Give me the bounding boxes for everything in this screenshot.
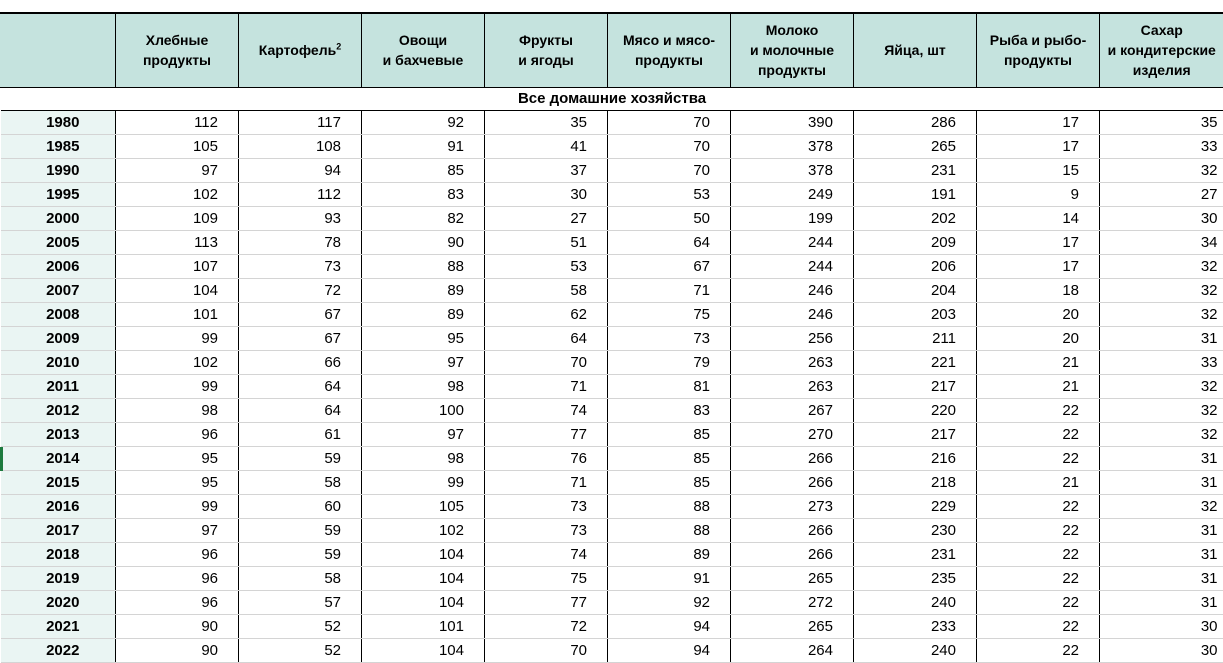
cell-fruits[interactable]: 76 [485, 446, 608, 470]
cell-fish[interactable]: 22 [977, 518, 1100, 542]
cell-milk[interactable]: 264 [731, 638, 854, 662]
cell-meat[interactable]: 85 [608, 422, 731, 446]
cell-fruits[interactable]: 30 [485, 182, 608, 206]
cell-year[interactable]: 1980 [1, 110, 116, 134]
cell-sugar[interactable]: 27 [1100, 182, 1223, 206]
cell-vegetables[interactable]: 89 [362, 302, 485, 326]
cell-potato[interactable]: 93 [239, 206, 362, 230]
cell-sugar[interactable]: 32 [1100, 398, 1223, 422]
cell-fish[interactable]: 20 [977, 302, 1100, 326]
table-row [1, 638, 1223, 662]
cell-bread[interactable]: 96 [116, 590, 239, 614]
cell-potato[interactable]: 57 [239, 590, 362, 614]
cell-meat[interactable]: 85 [608, 446, 731, 470]
header-bread[interactable]: Хлебные продукты [116, 14, 239, 87]
cell-eggs[interactable]: 218 [854, 470, 977, 494]
cell-sugar[interactable]: 32 [1100, 158, 1223, 182]
cell-milk[interactable]: 249 [731, 182, 854, 206]
cell-bread[interactable]: 101 [116, 302, 239, 326]
table-row [1, 470, 1223, 494]
cell-sugar[interactable]: 30 [1100, 638, 1223, 662]
cell-vegetables[interactable]: 90 [362, 230, 485, 254]
header-year[interactable] [1, 14, 116, 87]
header-vegetables[interactable]: Овощи и бахчевые [362, 14, 485, 87]
section-label[interactable]: Все домашние хозяйства [1, 87, 1223, 110]
table-row [1, 614, 1223, 638]
cell-fish[interactable]: 22 [977, 422, 1100, 446]
cell-fish[interactable]: 21 [977, 374, 1100, 398]
cell-vegetables[interactable]: 98 [362, 374, 485, 398]
cell-bread[interactable]: 96 [116, 422, 239, 446]
cell-fruits[interactable]: 71 [485, 470, 608, 494]
cell-eggs[interactable]: 229 [854, 494, 977, 518]
cell-vegetables[interactable]: 85 [362, 158, 485, 182]
cell-potato[interactable]: 52 [239, 638, 362, 662]
cell-fish[interactable]: 21 [977, 350, 1100, 374]
cell-potato[interactable]: 117 [239, 110, 362, 134]
cell-vegetables[interactable]: 97 [362, 350, 485, 374]
table-row [1, 494, 1223, 518]
cell-vegetables[interactable]: 101 [362, 614, 485, 638]
table-row [1, 206, 1223, 230]
cell-milk[interactable]: 270 [731, 422, 854, 446]
table-row [1, 110, 1223, 134]
cell-potato[interactable]: 64 [239, 374, 362, 398]
table-row [1, 134, 1223, 158]
cell-eggs[interactable]: 221 [854, 350, 977, 374]
cell-milk[interactable]: 266 [731, 470, 854, 494]
cell-eggs[interactable]: 230 [854, 518, 977, 542]
table-row [1, 518, 1223, 542]
cell-year[interactable]: 2016 [1, 494, 116, 518]
cell-milk[interactable]: 378 [731, 158, 854, 182]
cell-bread[interactable]: 112 [116, 110, 239, 134]
cell-milk[interactable]: 378 [731, 134, 854, 158]
row-edge-marker [0, 447, 3, 471]
cell-fruits[interactable]: 71 [485, 374, 608, 398]
cell-fish[interactable]: 22 [977, 494, 1100, 518]
cell-bread[interactable]: 98 [116, 398, 239, 422]
cell-year[interactable]: 2014 [1, 446, 116, 470]
consumption-table [0, 14, 1223, 663]
cell-sugar[interactable]: 32 [1100, 254, 1223, 278]
cell-fruits[interactable]: 73 [485, 518, 608, 542]
cell-year[interactable]: 1990 [1, 158, 116, 182]
cell-fish[interactable]: 15 [977, 158, 1100, 182]
cell-year[interactable]: 2006 [1, 254, 116, 278]
cell-year[interactable]: 2005 [1, 230, 116, 254]
cell-bread[interactable]: 97 [116, 158, 239, 182]
cell-fish[interactable]: 22 [977, 614, 1100, 638]
cell-meat[interactable]: 70 [608, 110, 731, 134]
top-strip [0, 0, 1223, 14]
cell-bread[interactable]: 99 [116, 326, 239, 350]
cell-fruits[interactable]: 77 [485, 590, 608, 614]
cell-year[interactable]: 2010 [1, 350, 116, 374]
cell-bread[interactable]: 95 [116, 470, 239, 494]
table-row [1, 542, 1223, 566]
table-row [1, 158, 1223, 182]
cell-sugar[interactable]: 35 [1100, 110, 1223, 134]
cell-potato[interactable]: 72 [239, 278, 362, 302]
cell-fish[interactable]: 22 [977, 542, 1100, 566]
cell-vegetables[interactable]: 104 [362, 566, 485, 590]
cell-bread[interactable]: 113 [116, 230, 239, 254]
cell-milk[interactable]: 266 [731, 542, 854, 566]
cell-potato[interactable]: 59 [239, 446, 362, 470]
cell-milk[interactable]: 246 [731, 278, 854, 302]
cell-fish[interactable]: 17 [977, 134, 1100, 158]
header-row [1, 14, 1223, 87]
cell-eggs[interactable]: 286 [854, 110, 977, 134]
cell-fish[interactable]: 14 [977, 206, 1100, 230]
cell-bread[interactable]: 96 [116, 566, 239, 590]
cell-vegetables[interactable]: 91 [362, 134, 485, 158]
table-row [1, 422, 1223, 446]
cell-eggs[interactable]: 217 [854, 422, 977, 446]
cell-potato[interactable]: 52 [239, 614, 362, 638]
cell-meat[interactable]: 94 [608, 638, 731, 662]
table-row [1, 590, 1223, 614]
cell-fish[interactable]: 22 [977, 398, 1100, 422]
potato-footnote: 2 [336, 41, 342, 52]
cell-eggs[interactable]: 203 [854, 302, 977, 326]
cell-vegetables[interactable]: 104 [362, 638, 485, 662]
cell-eggs[interactable]: 204 [854, 278, 977, 302]
cell-fruits[interactable]: 70 [485, 350, 608, 374]
cell-eggs[interactable]: 202 [854, 206, 977, 230]
cell-milk[interactable]: 273 [731, 494, 854, 518]
cell-meat[interactable]: 53 [608, 182, 731, 206]
cell-sugar[interactable]: 32 [1100, 302, 1223, 326]
cell-milk[interactable]: 266 [731, 446, 854, 470]
cell-meat[interactable]: 91 [608, 566, 731, 590]
cell-eggs[interactable]: 217 [854, 374, 977, 398]
cell-potato[interactable]: 78 [239, 230, 362, 254]
cell-meat[interactable]: 92 [608, 590, 731, 614]
table-row [1, 326, 1223, 350]
cell-eggs[interactable]: 191 [854, 182, 977, 206]
cell-year[interactable]: 2013 [1, 422, 116, 446]
cell-fruits[interactable]: 41 [485, 134, 608, 158]
cell-sugar[interactable]: 34 [1100, 230, 1223, 254]
table-row [1, 278, 1223, 302]
cell-fish[interactable]: 21 [977, 470, 1100, 494]
cell-fish[interactable]: 17 [977, 230, 1100, 254]
cell-eggs[interactable]: 211 [854, 326, 977, 350]
header-potato[interactable] [239, 14, 362, 87]
cell-fruits[interactable]: 72 [485, 614, 608, 638]
cell-milk[interactable]: 390 [731, 110, 854, 134]
cell-sugar[interactable]: 32 [1100, 494, 1223, 518]
cell-year[interactable]: 2007 [1, 278, 116, 302]
cell-sugar[interactable]: 32 [1100, 278, 1223, 302]
cell-year[interactable]: 2019 [1, 566, 116, 590]
cell-fruits[interactable]: 77 [485, 422, 608, 446]
cell-potato[interactable]: 61 [239, 422, 362, 446]
cell-sugar[interactable]: 30 [1100, 614, 1223, 638]
cell-sugar[interactable]: 33 [1100, 350, 1223, 374]
cell-fish[interactable]: 20 [977, 326, 1100, 350]
cell-meat[interactable]: 88 [608, 494, 731, 518]
cell-eggs[interactable]: 216 [854, 446, 977, 470]
cell-potato[interactable]: 60 [239, 494, 362, 518]
cell-year[interactable]: 2000 [1, 206, 116, 230]
cell-fish[interactable]: 9 [977, 182, 1100, 206]
table-row [1, 350, 1223, 374]
cell-vegetables[interactable]: 104 [362, 590, 485, 614]
section-row [1, 87, 1223, 110]
cell-meat[interactable]: 89 [608, 542, 731, 566]
cell-potato[interactable]: 59 [239, 542, 362, 566]
cell-sugar[interactable]: 31 [1100, 470, 1223, 494]
cell-potato[interactable]: 66 [239, 350, 362, 374]
cell-year[interactable]: 2018 [1, 542, 116, 566]
cell-sugar[interactable]: 31 [1100, 542, 1223, 566]
table-row [1, 182, 1223, 206]
cell-eggs[interactable]: 209 [854, 230, 977, 254]
cell-vegetables[interactable]: 89 [362, 278, 485, 302]
cell-year[interactable]: 2008 [1, 302, 116, 326]
cell-fruits[interactable]: 70 [485, 638, 608, 662]
table-row [1, 446, 1223, 470]
cell-fruits[interactable]: 75 [485, 566, 608, 590]
cell-fruits[interactable]: 74 [485, 398, 608, 422]
cell-fish[interactable]: 17 [977, 254, 1100, 278]
cell-vegetables[interactable]: 102 [362, 518, 485, 542]
cell-bread[interactable]: 90 [116, 638, 239, 662]
cell-fish[interactable]: 17 [977, 110, 1100, 134]
cell-milk[interactable]: 244 [731, 254, 854, 278]
cell-sugar[interactable]: 31 [1100, 590, 1223, 614]
cell-fruits[interactable]: 53 [485, 254, 608, 278]
cell-milk[interactable]: 246 [731, 302, 854, 326]
cell-year[interactable]: 2020 [1, 590, 116, 614]
cell-year[interactable]: 2017 [1, 518, 116, 542]
cell-milk[interactable]: 265 [731, 566, 854, 590]
cell-bread[interactable]: 104 [116, 278, 239, 302]
cell-fruits[interactable]: 51 [485, 230, 608, 254]
cell-vegetables[interactable]: 92 [362, 110, 485, 134]
cell-sugar[interactable]: 32 [1100, 422, 1223, 446]
cell-vegetables[interactable]: 95 [362, 326, 485, 350]
cell-sugar[interactable]: 32 [1100, 374, 1223, 398]
cell-meat[interactable]: 70 [608, 158, 731, 182]
cell-bread[interactable]: 99 [116, 374, 239, 398]
cell-year[interactable]: 2021 [1, 614, 116, 638]
cell-fruits[interactable]: 37 [485, 158, 608, 182]
cell-bread[interactable]: 105 [116, 134, 239, 158]
header-fruits[interactable]: Фрукты и ягоды [485, 14, 608, 87]
cell-meat[interactable]: 70 [608, 134, 731, 158]
cell-meat[interactable]: 75 [608, 302, 731, 326]
cell-year[interactable]: 2011 [1, 374, 116, 398]
header-sugar[interactable]: Сахар и кондитерские изделия [1100, 14, 1223, 87]
cell-milk[interactable]: 265 [731, 614, 854, 638]
cell-potato[interactable]: 73 [239, 254, 362, 278]
cell-milk[interactable]: 272 [731, 590, 854, 614]
cell-vegetables[interactable]: 100 [362, 398, 485, 422]
cell-potato[interactable]: 112 [239, 182, 362, 206]
cell-potato[interactable]: 67 [239, 302, 362, 326]
cell-eggs[interactable]: 206 [854, 254, 977, 278]
cell-vegetables[interactable]: 82 [362, 206, 485, 230]
cell-bread[interactable]: 102 [116, 350, 239, 374]
table-row [1, 302, 1223, 326]
cell-eggs[interactable]: 235 [854, 566, 977, 590]
cell-meat[interactable]: 85 [608, 470, 731, 494]
cell-milk[interactable]: 263 [731, 374, 854, 398]
cell-milk[interactable]: 266 [731, 518, 854, 542]
cell-meat[interactable]: 79 [608, 350, 731, 374]
cell-sugar[interactable]: 31 [1100, 326, 1223, 350]
cell-meat[interactable]: 83 [608, 398, 731, 422]
cell-fruits[interactable]: 62 [485, 302, 608, 326]
cell-year[interactable]: 1985 [1, 134, 116, 158]
cell-bread[interactable]: 90 [116, 614, 239, 638]
cell-meat[interactable]: 67 [608, 254, 731, 278]
cell-sugar[interactable]: 30 [1100, 206, 1223, 230]
cell-fruits[interactable]: 64 [485, 326, 608, 350]
cell-eggs[interactable]: 233 [854, 614, 977, 638]
cell-potato[interactable]: 108 [239, 134, 362, 158]
cell-eggs[interactable]: 240 [854, 590, 977, 614]
cell-vegetables[interactable]: 97 [362, 422, 485, 446]
cell-meat[interactable]: 94 [608, 614, 731, 638]
cell-vegetables[interactable]: 99 [362, 470, 485, 494]
cell-vegetables[interactable]: 104 [362, 542, 485, 566]
cell-sugar[interactable]: 31 [1100, 566, 1223, 590]
cell-vegetables[interactable]: 105 [362, 494, 485, 518]
cell-meat[interactable]: 88 [608, 518, 731, 542]
cell-year[interactable]: 2015 [1, 470, 116, 494]
table-row [1, 566, 1223, 590]
cell-bread[interactable]: 109 [116, 206, 239, 230]
cell-fruits[interactable]: 27 [485, 206, 608, 230]
table-row [1, 398, 1223, 422]
cell-potato[interactable]: 94 [239, 158, 362, 182]
cell-fish[interactable]: 22 [977, 566, 1100, 590]
cell-fruits[interactable]: 73 [485, 494, 608, 518]
cell-sugar[interactable]: 33 [1100, 134, 1223, 158]
cell-potato[interactable]: 64 [239, 398, 362, 422]
header-meat[interactable]: Мясо и мясо- продукты [608, 14, 731, 87]
cell-fish[interactable]: 22 [977, 590, 1100, 614]
cell-eggs[interactable]: 240 [854, 638, 977, 662]
cell-milk[interactable]: 244 [731, 230, 854, 254]
header-fish[interactable]: Рыба и рыбо- продукты [977, 14, 1100, 87]
cell-milk[interactable]: 263 [731, 350, 854, 374]
cell-meat[interactable]: 50 [608, 206, 731, 230]
header-milk[interactable]: Молоко и молочные продукты [731, 14, 854, 87]
cell-year[interactable]: 2022 [1, 638, 116, 662]
cell-vegetables[interactable]: 83 [362, 182, 485, 206]
cell-bread[interactable]: 99 [116, 494, 239, 518]
cell-fish[interactable]: 22 [977, 446, 1100, 470]
cell-potato[interactable]: 58 [239, 470, 362, 494]
cell-bread[interactable]: 107 [116, 254, 239, 278]
cell-milk[interactable]: 199 [731, 206, 854, 230]
cell-meat[interactable]: 73 [608, 326, 731, 350]
cell-potato[interactable]: 67 [239, 326, 362, 350]
cell-sugar[interactable]: 31 [1100, 518, 1223, 542]
cell-eggs[interactable]: 265 [854, 134, 977, 158]
cell-eggs[interactable]: 231 [854, 542, 977, 566]
table-row [1, 254, 1223, 278]
cell-year[interactable]: 2009 [1, 326, 116, 350]
header-potato-label: Картофель [258, 42, 337, 59]
header-eggs[interactable]: Яйца, шт [854, 14, 977, 87]
cell-milk[interactable]: 267 [731, 398, 854, 422]
table-row [1, 374, 1223, 398]
cell-bread[interactable]: 102 [116, 182, 239, 206]
cell-year[interactable]: 1995 [1, 182, 116, 206]
cell-fruits[interactable]: 58 [485, 278, 608, 302]
cell-sugar[interactable]: 31 [1100, 446, 1223, 470]
cell-bread[interactable]: 96 [116, 542, 239, 566]
cell-eggs[interactable]: 220 [854, 398, 977, 422]
cell-year[interactable]: 2012 [1, 398, 116, 422]
cell-milk[interactable]: 256 [731, 326, 854, 350]
cell-bread[interactable]: 97 [116, 518, 239, 542]
cell-bread[interactable]: 95 [116, 446, 239, 470]
cell-fish[interactable]: 22 [977, 638, 1100, 662]
cell-eggs[interactable]: 231 [854, 158, 977, 182]
cell-fruits[interactable]: 35 [485, 110, 608, 134]
cell-meat[interactable]: 71 [608, 278, 731, 302]
table-row [1, 230, 1223, 254]
cell-potato[interactable]: 58 [239, 566, 362, 590]
cell-fish[interactable]: 18 [977, 278, 1100, 302]
cell-vegetables[interactable]: 88 [362, 254, 485, 278]
cell-vegetables[interactable]: 98 [362, 446, 485, 470]
cell-meat[interactable]: 64 [608, 230, 731, 254]
cell-fruits[interactable]: 74 [485, 542, 608, 566]
cell-potato[interactable]: 59 [239, 518, 362, 542]
cell-meat[interactable]: 81 [608, 374, 731, 398]
